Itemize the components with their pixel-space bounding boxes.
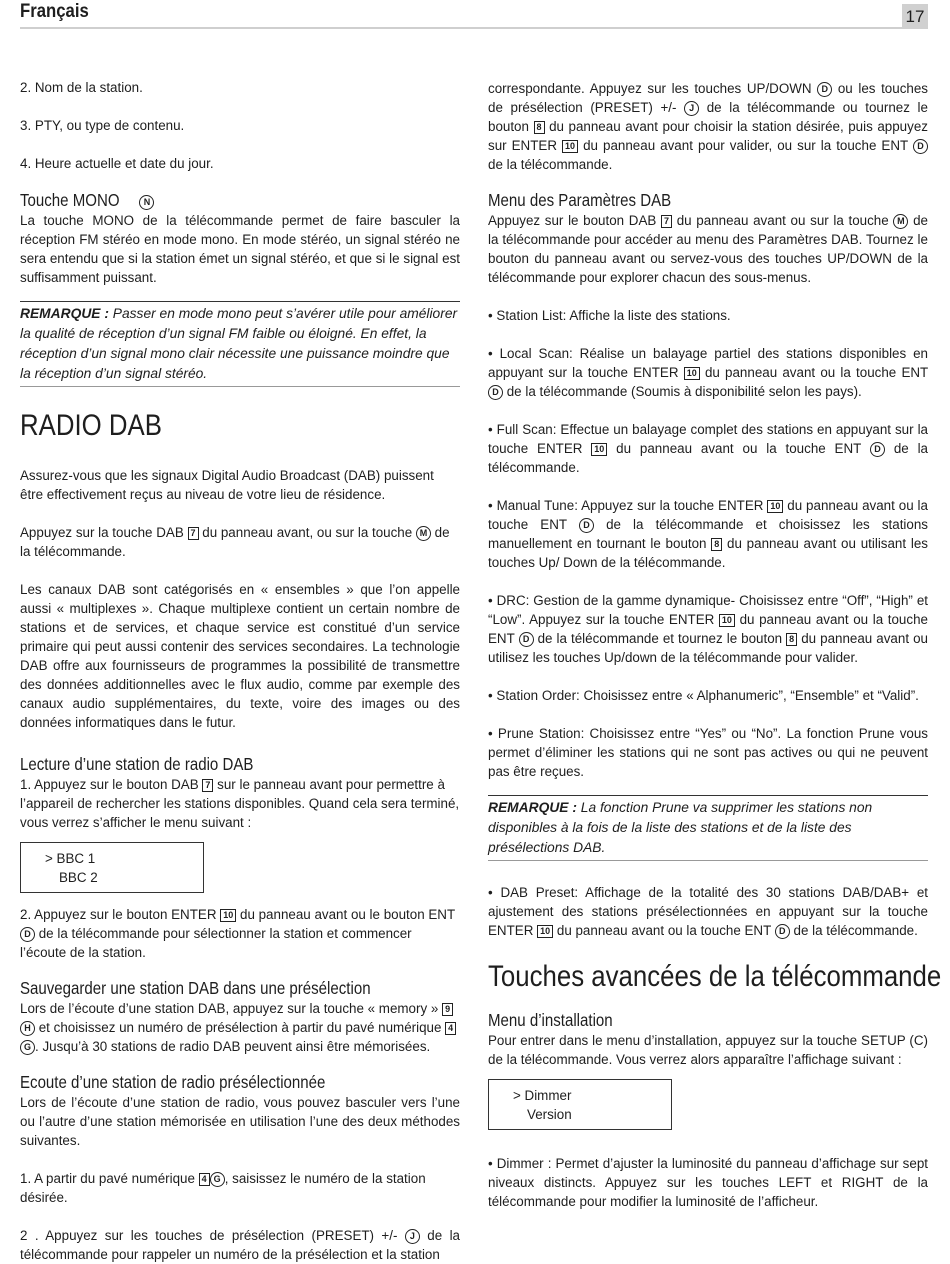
page-number: 17 (902, 4, 928, 29)
menu-line: > Dimmer (513, 1088, 572, 1103)
key-7-icon: 7 (661, 215, 672, 228)
dab-paragraph-2: Appuyez sur la touche DAB 7 du panneau avant, ou sur la touche M de la télécommande. (20, 525, 450, 559)
key-8-icon: 8 (786, 633, 797, 646)
key-4-icon: 4 (199, 1173, 210, 1186)
bullet-local-scan: • Local Scan: Réalise un balayage partiel des stations disponibles en appuyant sur la touche ENTER 10 du panneau avant ou la touche ENT D de la télécommande (Soumis à disponibilité selon les pays). (488, 346, 928, 399)
menu-line: Version (527, 1107, 572, 1122)
lecture-step-2: 2. Appuyez sur le bouton ENTER 10 du panneau avant ou le bouton ENT D de la télécommande pour sélectionner la station et commencer l’écoute de la station. (20, 907, 455, 960)
h-key-icon: H (20, 1021, 35, 1036)
bullet-prune-station: • Prune Station: Choisissez entre “Yes” ou “No”. La fonction Prune vous permet d’éliminer les stations qui ne sont pas actives ou qui ne peuvent pas être reçues. (488, 726, 928, 779)
ecoute-heading: Ecoute d’une station de radio présélectionnée (20, 1072, 326, 1092)
mono-heading: Touche MONO N (20, 190, 460, 211)
bullet-manual-tune: • Manual Tune: Appuyez sur la touche ENTER 10 du panneau avant ou la touche ENT D de la télécommande et choisissez les stations manuellement en tournant le bouton 8 du panneau avant ou utilisant les touches Up/ Down de la télécommande. (488, 498, 928, 570)
key-8-icon: 8 (711, 538, 722, 551)
menu-params-heading: Menu des Paramètres DAB (488, 190, 672, 210)
language-label: Français (20, 1, 89, 22)
key-10-icon: 10 (591, 443, 607, 456)
j-key-icon: J (405, 1229, 420, 1244)
d-key-icon: D (913, 139, 928, 154)
d-key-icon: D (519, 632, 534, 647)
d-key-icon: D (817, 82, 832, 97)
bullet-station-list: • Station List: Affiche la liste des stations. (488, 308, 731, 323)
display-menu-bbc (20, 842, 204, 893)
header-rule (20, 27, 928, 29)
install-paragraph: Pour entrer dans le menu d’installation, appuyez sur la touche SETUP (C) de la télécommande. Vous verrez alors apparaître l’affichage suivant : (488, 1033, 928, 1067)
n-key-icon: N (139, 195, 154, 210)
note-label: REMARQUE : (488, 800, 577, 815)
note-text: Passer en mode mono peut s’avérer utile pour améliorer la qualité de réception d’un signal FM faible ou éloigné. En effet, la réception d’un signal mono clair nécessite une puissance moindre que la réception d’un signal stéréo. (20, 306, 458, 381)
d-key-icon: D (870, 442, 885, 457)
d-key-icon: D (20, 927, 35, 942)
note-label: REMARQUE : (20, 306, 109, 321)
g-key-icon: G (20, 1040, 35, 1055)
key-10-icon: 10 (767, 500, 783, 513)
continuation-paragraph: correspondante. Appuyez sur les touches UP/DOWN D ou les touches de présélection (PRESET) +/- J de la télécommande ou tournez le bouton 8 du panneau avant pour choisir la station désirée, puis appuyez sur ENTER 10 du panneau avant pour valider, ou sur la touche ENT D de la télécommande. (488, 81, 928, 172)
note-text: La fonction Prune va supprimer les stations non disponibles à la fois de la liste des stations et de la liste des présélections DAB. (488, 800, 873, 855)
lecture-heading: Lecture d’une station de radio DAB (20, 754, 254, 774)
ecoute-paragraph: Lors de l’écoute d’une station de radio, vous pouvez basculer vers l’une ou l’autre d’une station mémorisée en utilisation l’une des deux méthodes suivantes. (20, 1095, 460, 1148)
save-heading: Sauvegarder une station DAB dans une présélection (20, 978, 371, 998)
display-menu-dimmer (488, 1079, 672, 1130)
key-4-icon: 4 (445, 1022, 456, 1035)
key-9-icon: 9 (442, 1003, 453, 1016)
dab-paragraph-3: Les canaux DAB sont catégorisés en « ensembles » que l’on appelle aussi « multiplexes ». Chaque multiplexe contient un certain nombre de stations et de services, et chaque service est constitué d’un service primaire qui peut aussi contenir des services secondaires. La technologie DAB offre aux fournisseurs de programmes la possibilité de transmettre des données additionnelles avec le flux audio, comme par exemple des canaux audio supplémentaires, du texte, voire des images ou des données informatiques dans le futur. (20, 582, 460, 730)
bullet-drc: • DRC: Gestion de la gamme dynamique- Choisissez entre “Off”, “High” et “Low”. Appuyez sur la touche ENTER 10 du panneau avant ou la touche ENT D de la télécommande et tournez le bouton 8 du panneau avant ou utilisez les touches Up/down de la télécommande pour valider. (488, 593, 928, 665)
list-item: 3. PTY, ou type de contenu. (20, 118, 185, 133)
m-key-icon: M (893, 214, 908, 229)
d-key-icon: D (775, 924, 790, 939)
mono-paragraph: La touche MONO de la télécommande permet de faire basculer la réception FM stéréo en mode mono. En mode stéréo, un signal stéréo ne sera entendu que si la station émet un signal stéréo, et que si le signal est suffisamment puissant. (20, 213, 460, 285)
bullet-station-order: • Station Order: Choisissez entre « Alphanumeric”, “Ensemble” et “Valid”. (488, 688, 919, 703)
section-title-radio-dab: RADIO DAB (20, 409, 162, 442)
key-8-icon: 8 (534, 121, 545, 134)
page-header (20, 0, 928, 30)
ecoute-step-1: 1. A partir du pavé numérique 4 G , saisissez le numéro de la station désirée. (20, 1171, 426, 1205)
bullet-dab-preset: • DAB Preset: Affichage de la totalité des 30 stations DAB/DAB+ et ajustement des stations présélectionnées en appuyant sur la touche ENTER 10 du panneau avant ou la touche ENT D de la télécommande. (488, 885, 928, 938)
dab-paragraph-1: Assurez-vous que les signaux Digital Audio Broadcast (DAB) puissent être effectivement reçus au niveau de votre lieu de résidence. (20, 468, 434, 502)
d-key-icon: D (579, 518, 594, 533)
menu-line: BBC 2 (59, 870, 98, 885)
key-10-icon: 10 (537, 925, 553, 938)
menu-line: > BBC 1 (45, 851, 96, 866)
lecture-step-1: 1. Appuyez sur le bouton DAB 7 sur le panneau avant pour permettre à l’appareil de rechercher les stations disponibles. Quand cela sera terminé, vous verrez s’afficher le menu suivant : (20, 777, 460, 830)
key-10-icon: 10 (562, 140, 578, 153)
bullet-dimmer: • Dimmer : Permet d’ajuster la luminosité du panneau d’affichage sur sept niveaux distincts. Appuyez sur les touches LEFT et RIGHT de la télécommande pour modifier la luminosité de l’afficheur. (488, 1156, 928, 1209)
m-key-icon: M (416, 526, 431, 541)
left-column (20, 78, 460, 1264)
bullet-full-scan: • Full Scan: Effectue un balayage complet des stations en appuyant sur la touche ENTER 10 du panneau avant ou la touche ENT D de la télécommande. (488, 422, 928, 475)
d-key-icon: D (488, 385, 503, 400)
j-key-icon: J (684, 101, 699, 116)
note-prune (488, 795, 928, 861)
section-title-advanced-remote: Touches avancées de la télécommande (488, 960, 942, 993)
key-10-icon: 10 (684, 367, 700, 380)
menu-params-paragraph: Appuyez sur le bouton DAB 7 du panneau avant ou sur la touche M de la télécommande pour accéder au menu des Paramètres DAB. Tournez le bouton du panneau avant ou servez-vous des touches UP/DOWN de la télécommande pour explorer chacun des sous-menus. (488, 213, 928, 285)
list-item: 2. Nom de la station. (20, 80, 143, 95)
key-7-icon: 7 (188, 527, 199, 540)
install-heading: Menu d’installation (488, 1010, 613, 1030)
key-10-icon: 10 (719, 614, 735, 627)
save-paragraph: Lors de l’écoute d’une station DAB, appuyez sur la touche « memory » 9H et choisissez un numéro de présélection à partir du pavé numérique 4G . Jusqu’à 30 stations de radio DAB peuvent ainsi être mémorisées. (20, 999, 460, 1056)
ecoute-step-2: 2 . Appuyez sur les touches de présélection (PRESET) +/- J de la télécommande pour rappeler un numéro de la présélection et la station (20, 1228, 460, 1262)
key-7-icon: 7 (202, 779, 213, 792)
note-mono (20, 301, 460, 387)
list-item: 4. Heure actuelle et date du jour. (20, 156, 214, 171)
right-column (488, 79, 942, 1211)
key-10-icon: 10 (220, 909, 236, 922)
g-key-icon: G (210, 1172, 225, 1187)
